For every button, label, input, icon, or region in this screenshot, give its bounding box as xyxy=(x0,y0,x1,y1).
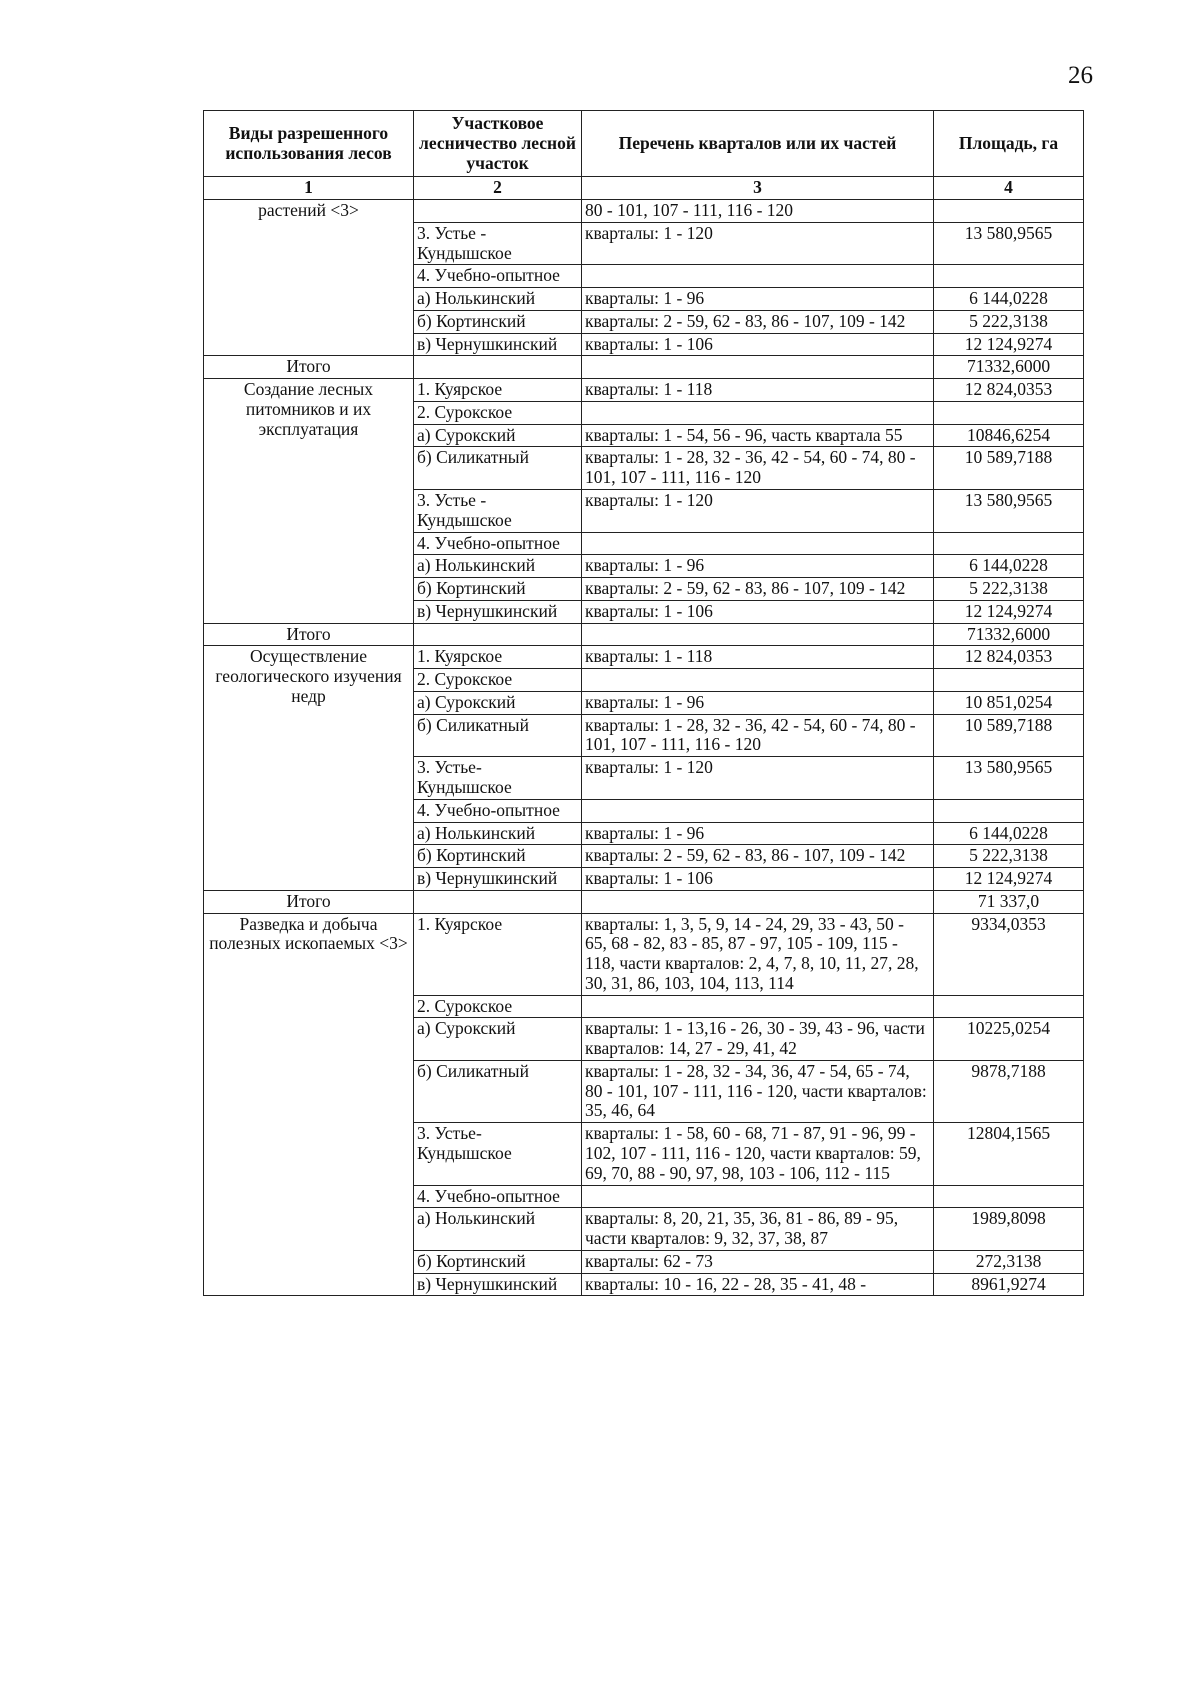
area-cell xyxy=(934,669,1084,692)
area-cell: 12804,1565 xyxy=(934,1123,1084,1185)
area-cell: 6 144,0228 xyxy=(934,555,1084,578)
area-cell: 10846,6254 xyxy=(934,424,1084,447)
quarters-cell: кварталы: 1 - 96 xyxy=(582,288,934,311)
column-number: 3 xyxy=(582,177,934,200)
area-cell: 10 851,0254 xyxy=(934,691,1084,714)
forestry-cell: б) Кортинский xyxy=(414,310,582,333)
forestry-cell: б) Силикатный xyxy=(414,447,582,490)
quarters-cell: кварталы: 1 - 96 xyxy=(582,822,934,845)
total-row xyxy=(204,890,1084,913)
forestry-cell: а) Сурокский xyxy=(414,1018,582,1061)
forestry-cell: б) Кортинский xyxy=(414,1250,582,1273)
quarters-cell xyxy=(582,799,934,822)
total-label: Итого xyxy=(204,356,414,379)
area-cell xyxy=(934,1185,1084,1208)
quarters-cell: кварталы: 1 - 28, 32 - 36, 42 - 54, 60 - 74, 80 - 101, 107 - 111, 116 - 120 xyxy=(582,714,934,757)
quarters-cell: кварталы: 1 - 120 xyxy=(582,222,934,265)
forestry-cell: 2. Сурокское xyxy=(414,669,582,692)
area-cell: 13 580,9565 xyxy=(934,757,1084,800)
use-type-cell: Осуществление геологического изучения недр xyxy=(204,646,414,890)
forestry-cell: 3. Устье - Кундышское xyxy=(414,490,582,533)
quarters-cell: кварталы: 2 - 59, 62 - 83, 86 - 107, 109 - 142 xyxy=(582,845,934,868)
quarters-cell xyxy=(582,401,934,424)
forestry-cell: 3. Устье - Кундышское xyxy=(414,222,582,265)
column-number: 1 xyxy=(204,177,414,200)
quarters-cell: кварталы: 1 - 118 xyxy=(582,379,934,402)
table-row xyxy=(204,200,1084,223)
area-cell: 9334,0353 xyxy=(934,913,1084,995)
area-cell xyxy=(934,401,1084,424)
forestry-cell: в) Чернушкинский xyxy=(414,1273,582,1296)
quarters-cell: кварталы: 1, 3, 5, 9, 14 - 24, 29, 33 - 43, 50 - 65, 68 - 82, 83 - 85, 87 - 97, 105 - 109, 115 - 118, части кварталов: 2, 4, 7, 8, 10, 11, 27, 28, 30, 31, 86, 103, 104, 113, 114 xyxy=(582,913,934,995)
quarters-cell: кварталы: 1 - 120 xyxy=(582,490,934,533)
quarters-cell: кварталы: 1 - 96 xyxy=(582,691,934,714)
quarters-cell: кварталы: 1 - 118 xyxy=(582,646,934,669)
table-row xyxy=(204,913,1084,995)
quarters-cell: кварталы: 2 - 59, 62 - 83, 86 - 107, 109 - 142 xyxy=(582,310,934,333)
area-cell: 13 580,9565 xyxy=(934,222,1084,265)
quarters-cell: кварталы: 1 - 58, 60 - 68, 71 - 87, 91 - 96, 99 - 102, 107 - 111, 116 - 120, части кварталов: 59, 69, 70, 88 - 90, 97, 98, 103 - 106, 112 - 115 xyxy=(582,1123,934,1185)
quarters-cell: кварталы: 1 - 54, 56 - 96, часть квартала 55 xyxy=(582,424,934,447)
use-type-cell: Разведка и добыча полезных ископаемых <3> xyxy=(204,913,414,1296)
column-number: 4 xyxy=(934,177,1084,200)
forestry-cell: б) Силикатный xyxy=(414,714,582,757)
forestry-cell: в) Чернушкинский xyxy=(414,600,582,623)
quarters-cell: кварталы: 1 - 120 xyxy=(582,757,934,800)
area-cell: 5 222,3138 xyxy=(934,578,1084,601)
area-cell xyxy=(934,265,1084,288)
area-cell xyxy=(934,799,1084,822)
header-quarters: Перечень кварталов или их частей xyxy=(582,111,934,177)
forestry-cell: 2. Сурокское xyxy=(414,995,582,1018)
area-cell xyxy=(934,995,1084,1018)
empty-cell xyxy=(582,890,934,913)
quarters-cell xyxy=(582,669,934,692)
area-cell xyxy=(934,200,1084,223)
empty-cell xyxy=(414,890,582,913)
forestry-cell: 3. Устье- Кундышское xyxy=(414,1123,582,1185)
forestry-cell: б) Кортинский xyxy=(414,845,582,868)
area-cell: 12 124,9274 xyxy=(934,868,1084,891)
forestry-cell: 4. Учебно-опытное xyxy=(414,1185,582,1208)
empty-cell xyxy=(414,623,582,646)
total-value: 71332,6000 xyxy=(934,623,1084,646)
total-row xyxy=(204,623,1084,646)
area-cell: 12 124,9274 xyxy=(934,600,1084,623)
quarters-cell xyxy=(582,265,934,288)
header-use-type: Виды разрешенного использования лесов xyxy=(204,111,414,177)
quarters-cell: кварталы: 1 - 96 xyxy=(582,555,934,578)
quarters-cell: кварталы: 1 - 106 xyxy=(582,333,934,356)
area-cell: 5 222,3138 xyxy=(934,310,1084,333)
area-cell: 6 144,0228 xyxy=(934,288,1084,311)
total-label: Итого xyxy=(204,623,414,646)
forestry-cell xyxy=(414,200,582,223)
forestry-cell: в) Чернушкинский xyxy=(414,868,582,891)
quarters-cell: кварталы: 62 - 73 xyxy=(582,1250,934,1273)
column-number-row xyxy=(204,177,1084,200)
area-cell: 9878,7188 xyxy=(934,1060,1084,1122)
use-type-cell: Создание лесных питомников и их эксплуатация xyxy=(204,379,414,623)
forestry-cell: 2. Сурокское xyxy=(414,401,582,424)
quarters-cell: кварталы: 10 - 16, 22 - 28, 35 - 41, 48 - xyxy=(582,1273,934,1296)
forestry-cell: б) Силикатный xyxy=(414,1060,582,1122)
empty-cell xyxy=(414,356,582,379)
forestry-cell: 1. Куярское xyxy=(414,379,582,402)
quarters-cell: кварталы: 2 - 59, 62 - 83, 86 - 107, 109 - 142 xyxy=(582,578,934,601)
table-row xyxy=(204,646,1084,669)
area-cell: 13 580,9565 xyxy=(934,490,1084,533)
area-cell: 8961,9274 xyxy=(934,1273,1084,1296)
header-row xyxy=(204,111,1084,177)
area-cell: 272,3138 xyxy=(934,1250,1084,1273)
empty-cell xyxy=(582,623,934,646)
area-cell: 12 824,0353 xyxy=(934,379,1084,402)
forestry-cell: 4. Учебно-опытное xyxy=(414,799,582,822)
quarters-cell xyxy=(582,995,934,1018)
forestry-cell: 4. Учебно-опытное xyxy=(414,265,582,288)
total-value: 71 337,0 xyxy=(934,890,1084,913)
page-number: 26 xyxy=(1068,62,1093,89)
quarters-cell: кварталы: 1 - 13,16 - 26, 30 - 39, 43 - 96, части кварталов: 14, 27 - 29, 41, 42 xyxy=(582,1018,934,1061)
quarters-cell xyxy=(582,532,934,555)
use-type-cell: растений <3> xyxy=(204,200,414,356)
forestry-cell: б) Кортинский xyxy=(414,578,582,601)
forest-use-table xyxy=(203,110,1084,1296)
quarters-cell xyxy=(582,1185,934,1208)
area-cell: 10 589,7188 xyxy=(934,447,1084,490)
forestry-cell: а) Нолькинский xyxy=(414,288,582,311)
area-cell: 12 124,9274 xyxy=(934,333,1084,356)
area-cell: 6 144,0228 xyxy=(934,822,1084,845)
area-cell: 12 824,0353 xyxy=(934,646,1084,669)
total-label: Итого xyxy=(204,890,414,913)
total-row xyxy=(204,356,1084,379)
area-cell: 1989,8098 xyxy=(934,1208,1084,1251)
forestry-cell: 1. Куярское xyxy=(414,913,582,995)
header-forestry: Участковое лесничество лесной участок xyxy=(414,111,582,177)
quarters-cell: 80 - 101, 107 - 111, 116 - 120 xyxy=(582,200,934,223)
quarters-cell: кварталы: 1 - 28, 32 - 34, 36, 47 - 54, 65 - 74, 80 - 101, 107 - 111, 116 - 120, части кварталов: 35, 46, 64 xyxy=(582,1060,934,1122)
total-value: 71332,6000 xyxy=(934,356,1084,379)
column-number: 2 xyxy=(414,177,582,200)
quarters-cell: кварталы: 1 - 106 xyxy=(582,868,934,891)
forestry-cell: 4. Учебно-опытное xyxy=(414,532,582,555)
quarters-cell: кварталы: 1 - 28, 32 - 36, 42 - 54, 60 - 74, 80 - 101, 107 - 111, 116 - 120 xyxy=(582,447,934,490)
quarters-cell: кварталы: 8, 20, 21, 35, 36, 81 - 86, 89 - 95, части кварталов: 9, 32, 37, 38, 87 xyxy=(582,1208,934,1251)
area-cell: 5 222,3138 xyxy=(934,845,1084,868)
forestry-cell: а) Сурокский xyxy=(414,424,582,447)
table-row xyxy=(204,379,1084,402)
forestry-cell: 3. Устье- Кундышское xyxy=(414,757,582,800)
empty-cell xyxy=(582,356,934,379)
area-cell xyxy=(934,532,1084,555)
forestry-cell: в) Чернушкинский xyxy=(414,333,582,356)
area-cell: 10 589,7188 xyxy=(934,714,1084,757)
forestry-cell: а) Нолькинский xyxy=(414,1208,582,1251)
forestry-cell: а) Нолькинский xyxy=(414,555,582,578)
quarters-cell: кварталы: 1 - 106 xyxy=(582,600,934,623)
header-area: Площадь, га xyxy=(934,111,1084,177)
area-cell: 10225,0254 xyxy=(934,1018,1084,1061)
forestry-cell: а) Нолькинский xyxy=(414,822,582,845)
forestry-cell: 1. Куярское xyxy=(414,646,582,669)
forestry-cell: а) Сурокский xyxy=(414,691,582,714)
